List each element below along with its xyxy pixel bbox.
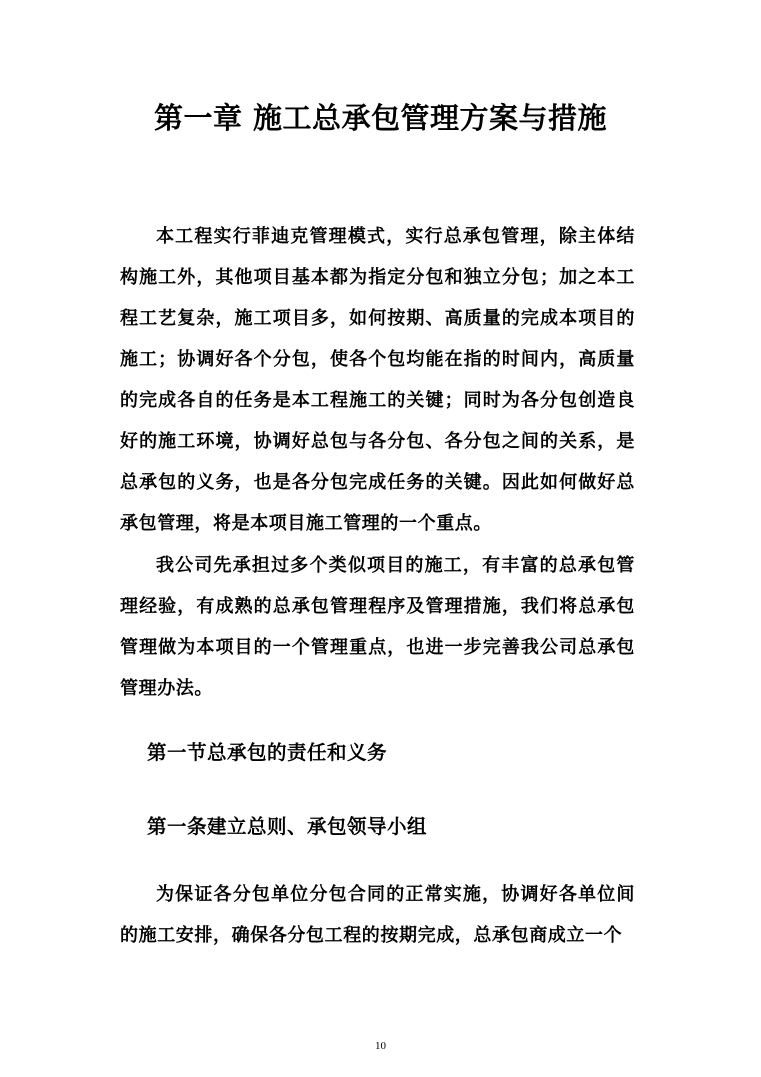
section-heading: 第一节总承包的责任和义务 — [147, 741, 388, 764]
paragraph-leadership-group: 为保证各分包单位分包合同的正常实施，协调好各单位间的施工安排，确保各分包工程的按期完成，总承包商成立一个 — [120, 884, 635, 946]
chapter-title: 第一章 施工总承包管理方案与措施 — [153, 101, 608, 135]
paragraph-intro: 本工程实行菲迪克管理模式，实行总承包管理，除主体结构施工外，其他项目基本都为指定分包和独立分包；加之本工程工艺复杂，施工项目多，如何按期、高质量的完成本项目的施工；协调好各个分包，使各个包均能在指的时间内，高质量的完成各自的任务是本工程施工的关键；同时为各分包创造良好的施工环境，协调好总包与各分包、各分包之间的关系，是总承包的义务，也是各分包完成任务的关键。因此如何做好总承包管理，将是本项目施工管理的一个重点。 — [120, 226, 635, 534]
article-heading: 第一条建立总则、承包领导小组 — [147, 815, 428, 838]
paragraph-experience: 我公司先承担过多个类似项目的施工，有丰富的总承包管理经验，有成熟的总承包管理程序及管理措施，我们将总承包管理做为本项目的一个管理重点，也进一步完善我公司总承包管理办法。 — [120, 555, 635, 699]
page-number: 10 — [375, 1040, 386, 1052]
